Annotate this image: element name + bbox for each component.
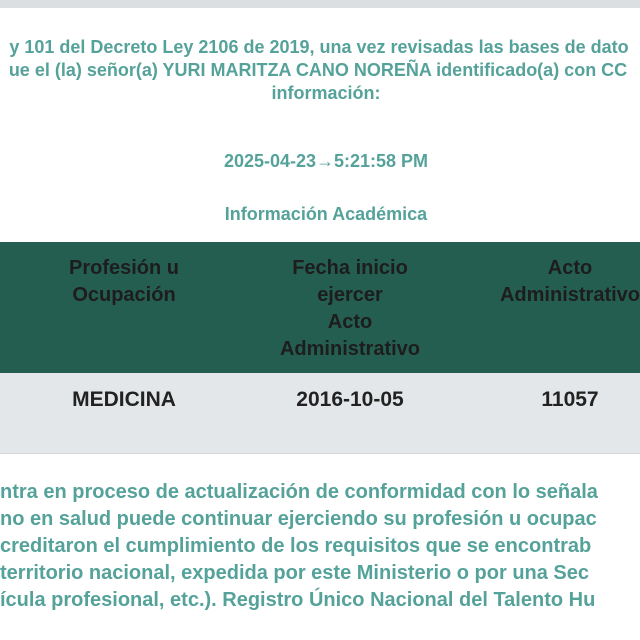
intro-paragraph xyxy=(0,36,640,105)
table-row xyxy=(0,373,640,454)
header-start-date: Fecha inicio ejercer Acto Administrativo xyxy=(279,257,421,360)
query-timestamp: 2025-04-23→5:21:58 PM xyxy=(223,151,429,171)
footer-line: ícula profesional, etc.). Registro Único Nacional del Talento Hu xyxy=(0,589,596,611)
header-administrative-act: Acto Administrativo xyxy=(499,257,640,306)
intro-line: y 101 del Decreto Ley 2106 de 2019, una vez revisadas las bases de dato xyxy=(9,37,629,57)
intro-line: información: xyxy=(271,83,381,103)
section-title: Información Académica xyxy=(224,204,428,224)
footer-line: ntra en proceso de actualización de conformidad con lo señala xyxy=(0,481,598,503)
footer-line: creditaron el cumplimiento de los requisitos que se encontrab xyxy=(0,535,592,557)
footer-paragraph xyxy=(0,479,640,614)
cell-administrative-act: 11057 xyxy=(541,388,599,411)
cell-profession: MEDICINA xyxy=(72,388,176,411)
footer-line: no en salud puede continuar ejerciendo su profesión u ocupac xyxy=(0,508,597,530)
top-bar xyxy=(0,0,640,8)
cell-start-date: 2016-10-05 xyxy=(296,388,404,411)
header-profession: Profesión u Ocupación xyxy=(68,257,179,306)
table-header xyxy=(0,242,640,373)
intro-line: ue el (la) señor(a) YURI MARITZA CANO NOREÑA identificado(a) con CC xyxy=(8,60,628,80)
footer-line: territorio nacional, expedida por este Ministerio o por una Sec xyxy=(0,562,590,584)
